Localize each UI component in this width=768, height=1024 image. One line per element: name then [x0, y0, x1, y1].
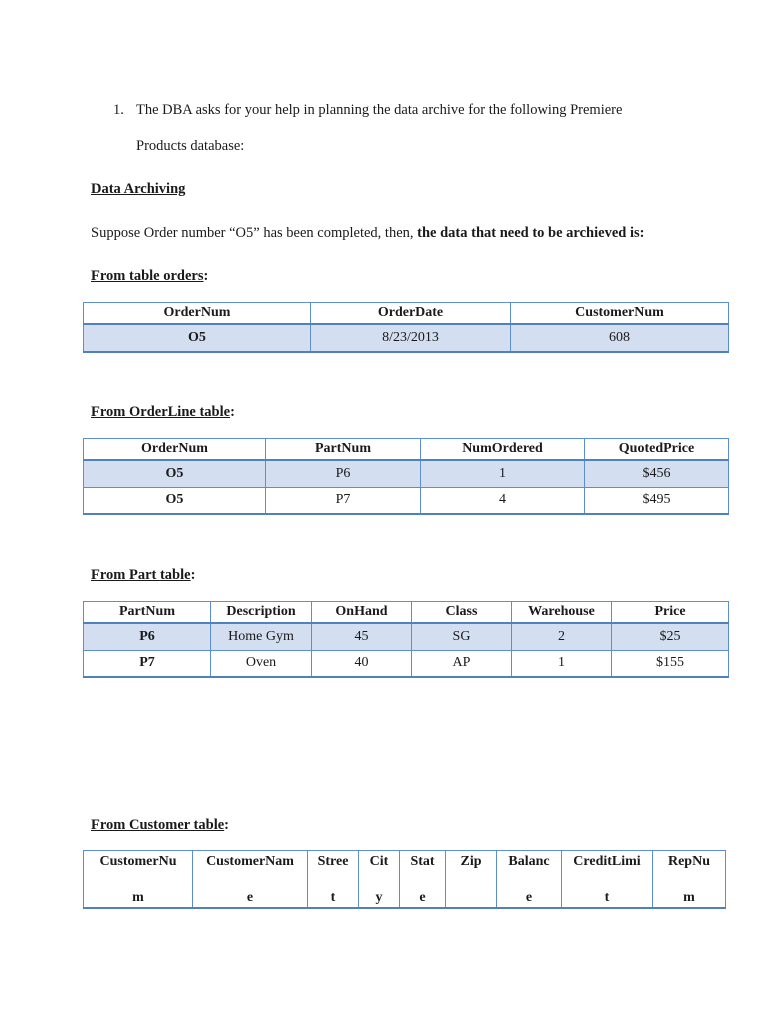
- customer-table: [83, 850, 726, 909]
- customer-header-text: CustomerNu m: [99, 854, 177, 905]
- intro-bold: the data that need to be archieved is:: [417, 225, 645, 241]
- table-header-row: [84, 303, 729, 324]
- customer-header-text: Zip: [460, 854, 482, 869]
- part-cell: 2: [512, 623, 612, 651]
- part-header-cell: OnHand: [312, 602, 412, 623]
- orderline-cell: P7: [266, 488, 421, 514]
- table-row: [84, 623, 729, 651]
- orderline-heading-colon: :: [230, 404, 235, 420]
- question-line-1: The DBA asks for your help in planning the data archive for the following Premiere: [136, 102, 623, 118]
- orderline-cell: 1: [421, 460, 585, 488]
- customer-header-cell: [497, 851, 562, 909]
- customer-header-text: RepNu m: [667, 854, 710, 905]
- table-row: [84, 488, 729, 514]
- orderline-cell: O5: [84, 460, 266, 488]
- orderline-cell: $456: [585, 460, 729, 488]
- table-header-row: [84, 602, 729, 623]
- part-cell: P7: [84, 651, 211, 677]
- part-cell: 1: [512, 651, 612, 677]
- part-table: [83, 601, 729, 678]
- part-header-cell: Class: [412, 602, 512, 623]
- orderline-header-cell: PartNum: [266, 439, 421, 460]
- orderline-header-cell: QuotedPrice: [585, 439, 729, 460]
- intro-plain: Suppose Order number “O5” has been completed, then,: [91, 225, 418, 241]
- customer-header-text: Cit y: [369, 854, 389, 905]
- part-heading-line: [91, 566, 195, 584]
- orderline-cell: P6: [266, 460, 421, 488]
- table-header-row: [84, 439, 729, 460]
- customer-header-text: CustomerNam e: [206, 854, 294, 905]
- table-row: [84, 651, 729, 677]
- customer-heading-line: [91, 816, 229, 834]
- customer-header-cell: [446, 851, 497, 909]
- orderline-cell: O5: [84, 488, 266, 514]
- customer-header-cell: [193, 851, 308, 909]
- table-row: [84, 324, 729, 352]
- orders-header-cell: OrderNum: [84, 303, 311, 324]
- orders-header-cell: OrderDate: [311, 303, 511, 324]
- orders-cell: O5: [84, 324, 311, 352]
- part-cell: SG: [412, 623, 512, 651]
- customer-header-text: Stree t: [317, 854, 349, 905]
- orderline-table: [83, 438, 729, 515]
- orders-cell: 8/23/2013: [311, 324, 511, 352]
- orderline-cell: 4: [421, 488, 585, 514]
- orders-heading-line: [91, 267, 208, 285]
- customer-header-cell: [359, 851, 400, 909]
- orders-heading-colon: :: [203, 268, 209, 284]
- customer-header-cell: [84, 851, 193, 909]
- orderline-header-cell: OrderNum: [84, 439, 266, 460]
- part-cell: 40: [312, 651, 412, 677]
- customer-header-cell: [308, 851, 359, 909]
- customer-header-cell: [653, 851, 726, 909]
- orders-cell: 608: [511, 324, 729, 352]
- customer-header-text: Balanc e: [508, 854, 550, 905]
- table-header-row: [84, 851, 726, 909]
- part-header-cell: Price: [612, 602, 729, 623]
- orderline-heading-line: [91, 403, 235, 421]
- orders-table: [83, 302, 729, 353]
- orders-heading: From table orders: [91, 268, 204, 284]
- customer-heading: From Customer table: [91, 817, 225, 833]
- part-cell: P6: [84, 623, 211, 651]
- orderline-cell: $495: [585, 488, 729, 514]
- part-heading-colon: :: [190, 567, 196, 583]
- section-heading: Data Archiving: [91, 181, 186, 197]
- customer-header-text: CreditLimi t: [573, 854, 641, 905]
- orderline-heading: From OrderLine table: [91, 404, 231, 420]
- question-line-2: Products database:: [136, 138, 245, 154]
- part-cell: Oven: [211, 651, 312, 677]
- customer-heading-colon: :: [224, 817, 230, 833]
- question-number: 1.: [113, 102, 124, 118]
- customer-header-cell: [400, 851, 446, 909]
- customer-header-text: Stat e: [410, 854, 435, 905]
- table-row: [84, 460, 729, 488]
- intro-paragraph: [91, 224, 644, 242]
- part-header-cell: Warehouse: [512, 602, 612, 623]
- part-cell: 45: [312, 623, 412, 651]
- part-cell: AP: [412, 651, 512, 677]
- orders-header-cell: CustomerNum: [511, 303, 729, 324]
- part-header-cell: Description: [211, 602, 312, 623]
- part-header-cell: PartNum: [84, 602, 211, 623]
- orderline-header-cell: NumOrdered: [421, 439, 585, 460]
- part-cell: $155: [612, 651, 729, 677]
- part-heading: From Part table: [91, 567, 191, 583]
- part-cell: $25: [612, 623, 729, 651]
- part-cell: Home Gym: [211, 623, 312, 651]
- customer-header-cell: [562, 851, 653, 909]
